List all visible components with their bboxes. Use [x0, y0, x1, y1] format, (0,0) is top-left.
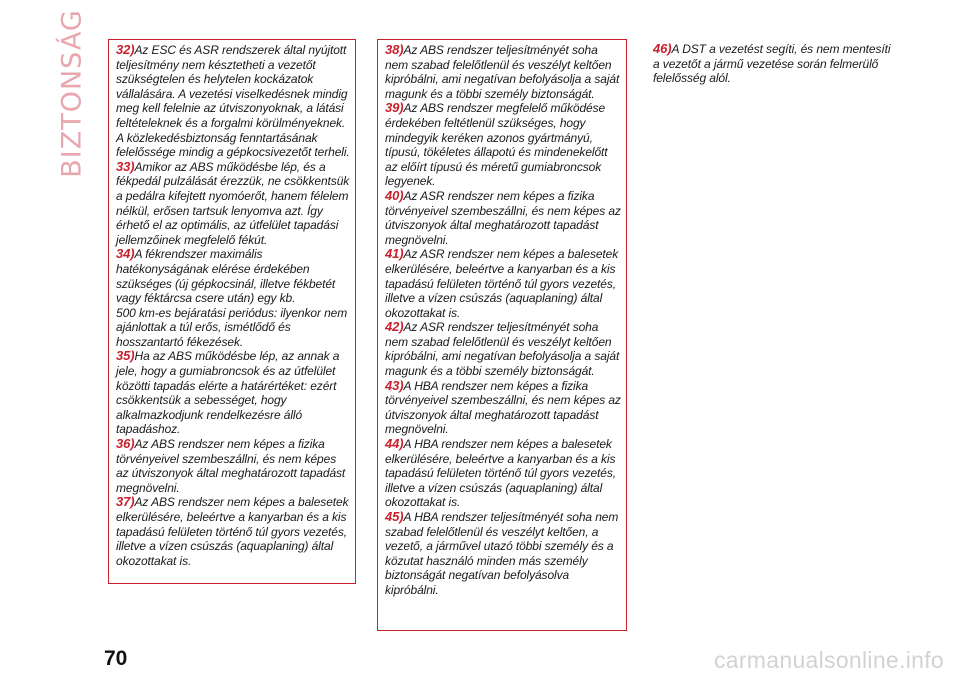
- warning-text: Az ASR rendszer teljesítményét soha nem szabad felelőtlenül és veszélyt keltően kipróbálni, ami negatívan befolyásolja a saját magunk és a többi személy biztonságát.: [385, 320, 620, 379]
- warning-note: [385, 320, 621, 378]
- warning-number: 39): [385, 100, 404, 116]
- warning-number: 46): [653, 41, 672, 56]
- warning-note: [385, 379, 621, 437]
- warning-text: Ha az ABS működésbe lép, az annak a jele, hogy a gumiabroncsok és az útfelület közötti tapadás elérte a határértéket: ezért csökkentsük a sebességet, hogy alkalmazkodjunk rendelkezésre álló tapadáshoz.: [116, 349, 340, 437]
- warning-text: A fékrendszer maximális hatékonyságának elérése érdekében szükséges (új gépkocsinál, illetve fékbetét vagy féktárcsa csere után) egy kb.: [116, 247, 336, 306]
- warning-note: [385, 189, 621, 247]
- warning-number: 36): [116, 436, 135, 452]
- warning-note: [385, 247, 621, 320]
- warning-number: 43): [385, 377, 404, 393]
- warning-number: 45): [385, 509, 404, 524]
- watermark: carmanualsonline.info: [713, 647, 944, 673]
- warning-text: Az ASR rendszer nem képes a balesetek elkerülésére, beleértve a kanyarban és a kis tapadású felületen történő túl gyors vezetés, illetve a vízen csúszás (aquaplaning) által okozottakat is.: [385, 247, 619, 320]
- warning-note: [116, 247, 350, 305]
- warning-note: [116, 437, 350, 495]
- warning-note: [116, 43, 350, 160]
- warning-note: [385, 510, 621, 598]
- warning-text: A DST a vezetést segíti, és nem mentesíti a vezetőt a jármű vezetése során felmerülő felelősség alól.: [653, 42, 891, 86]
- warning-number: 33): [116, 158, 135, 174]
- warning-note: [385, 101, 621, 189]
- warning-note: [116, 160, 350, 248]
- page-number: 70: [104, 647, 128, 670]
- warnings-column-2: [377, 39, 627, 631]
- warning-text: Az ABS rendszer teljesítményét soha nem szabad felelőtlenül és veszélyt keltően kipróbálni, ami negatívan befolyásolja a saját magunk és a többi személy biztonságát.: [385, 43, 620, 101]
- warning-number: 35): [116, 348, 135, 364]
- warning-note: [116, 349, 350, 437]
- warning-number: 38): [385, 42, 404, 57]
- warning-note: [116, 495, 350, 568]
- warning-text: Az ABS rendszer nem képes a fizika törvényeivel szembeszállni, és nem képes az útviszonyok által meghatározott tapadást megnövelni.: [116, 437, 346, 495]
- section-title-text: BIZTONSÁG: [56, 9, 88, 178]
- warning-note: [653, 42, 891, 86]
- warning-text-continued: 500 km-es bejáratási periódus: ilyenkor nem ajánlottak a túl erős, ismétlődő és hosszantartó fékezések.: [116, 305, 348, 349]
- warning-number: 40): [385, 187, 404, 203]
- warning-text: A HBA rendszer nem képes a fizika törvényeivel szembeszállni, és nem képes az útviszonyok által meghatározott tapadást megnövelni.: [385, 378, 621, 437]
- warning-number: 34): [116, 246, 135, 262]
- warnings-column-1: [108, 39, 356, 584]
- warning-text: Az ESC és ASR rendszerek által nyújtott teljesítmény nem késztetheti a vezetőt szükségtelen és helytelen kockázatok vállalására. A vezetési viselkedésnek mindig meg kell felelnie az útviszonyoknak, a látási feltételeknek és a forgalmi körülményeknek. A közlekedésbiztonság fenntartásának felelőssége mindig a gépkocsivezetőt terheli.: [116, 43, 350, 160]
- warning-text: Az ABS rendszer nem képes a balesetek elkerülésére, beleértve a kanyarban és a kis tapadású felületen történő túl gyors vezetés, illetve a vízen csúszás (aquaplaning) által okozottakat is.: [116, 495, 349, 568]
- warning-note: [385, 437, 621, 510]
- section-title: [54, 9, 90, 178]
- warning-text: A HBA rendszer nem képes a balesetek elkerülésére, beleértve a kanyarban és a kis tapadású felületen történő túl gyors vezetés, illetve a vízen csúszás (aquaplaning) által okozottakat is.: [385, 437, 616, 510]
- warning-text: A HBA rendszer teljesítményét soha nem szabad felelőtlenül és veszélyt keltően, a vezető, a járművel utazó többi személy és a közutat használó minden más személy biztonságát negatívan befolyásolva kipróbálni.: [385, 510, 619, 597]
- warning-text: Amikor az ABS működésbe lép, és a fékpedál pulzálását érezzük, ne csökkentsük a pedálra kifejtett nyomóerőt, hanem félelem nélkül, erősen tartsuk lenyomva azt. Így érhető el az optimális, az útfelület tapadási jellemzőinek megfelelő fékút.: [116, 159, 350, 247]
- warning-text: Az ASR rendszer nem képes a fizika törvényeivel szembeszállni, és nem képes az útviszonyok által meghatározott tapadást megnövelni.: [385, 188, 621, 247]
- warning-number: 44): [385, 436, 404, 452]
- warnings-column-3: [646, 39, 896, 631]
- warning-number: 37): [116, 494, 135, 510]
- warning-text: Az ABS rendszer megfelelő működése érdekében feltétlenül szükséges, hogy mindegyik keréken azonos gyártmányú, típusú, tökéletes állapotú és mindenekelőtt az előírt típusú és méretű gumiabroncsok legyenek.: [385, 101, 608, 189]
- warning-number: 41): [385, 246, 404, 262]
- warning-number: 42): [385, 319, 404, 335]
- warning-number: 32): [116, 42, 135, 57]
- warning-note: [385, 43, 621, 101]
